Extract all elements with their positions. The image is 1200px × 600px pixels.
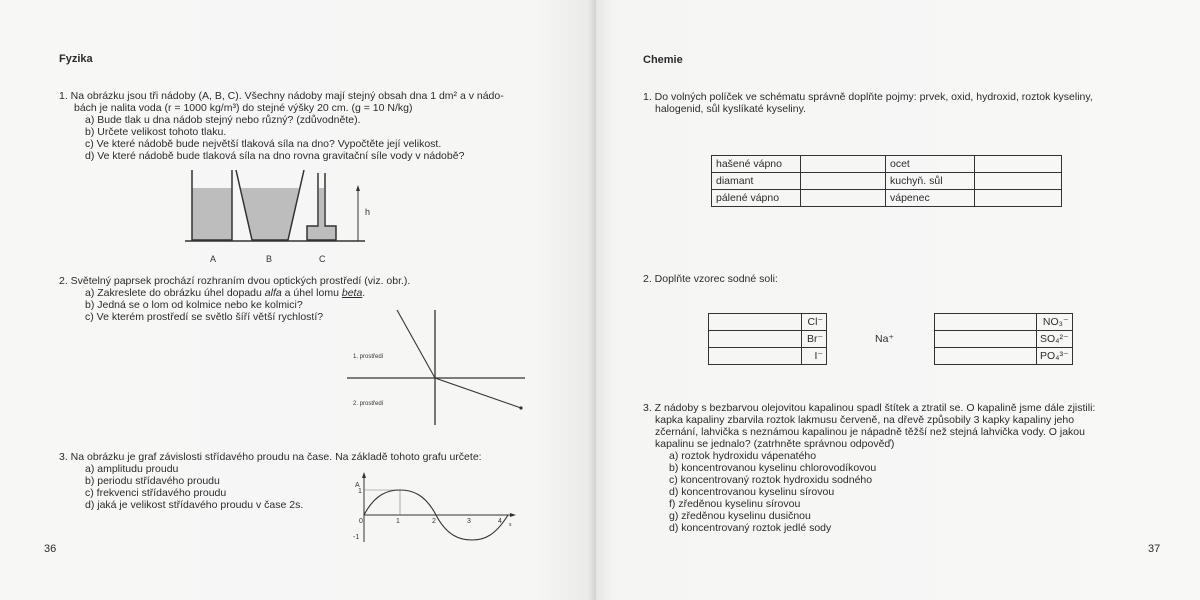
formula-cell-empty[interactable]	[935, 314, 1037, 331]
question-3-item-b: b) periodu střídavého proudu	[85, 475, 220, 487]
graph-x-tick-0: 0	[359, 518, 363, 525]
vessels-figure	[180, 165, 390, 270]
table-cell: diamant	[712, 173, 801, 190]
table-cell: vápenec	[886, 190, 975, 207]
sodium-cation: Na⁺	[875, 333, 894, 345]
answer-option[interactable]: d) koncentrovanou kyselinu sírovou	[669, 486, 835, 498]
ion-cell: Cl⁻	[802, 314, 827, 331]
medium-2-label: 2. prostředí	[353, 401, 384, 407]
graph-x-tick-4: 4	[498, 518, 502, 525]
ion-cell: Br⁻	[802, 331, 827, 348]
anion-table-right	[934, 313, 1073, 365]
left-page	[0, 0, 596, 600]
question-3-item-c: c) frekvenci střídavého proudu	[85, 487, 227, 499]
question-1-line-1: 1. Na obrázku jsou tři nádoby (A, B, C). Všechny nádoby mají stejný obsah dna 1 dm² a v nádo-	[59, 90, 504, 102]
question-2-item-b: b) Jedná se o lom od kolmice nebo ke kolmici?	[85, 299, 303, 311]
current-graph	[350, 470, 520, 545]
table-row	[712, 156, 1062, 173]
question-1-item-b: b) Určete velikost tohoto tlaku.	[85, 126, 227, 138]
substance-table	[711, 155, 1062, 207]
page-number: 37	[1148, 543, 1161, 555]
item-a-text-1: a) Zakreslete do obrázku úhel dopadu	[85, 287, 265, 299]
table-cell-empty[interactable]	[801, 173, 886, 190]
vessel-a-water	[192, 188, 232, 240]
formula-cell-empty[interactable]	[935, 331, 1037, 348]
item-a-alfa: alfa	[264, 287, 282, 299]
page-title: Fyzika	[59, 53, 93, 65]
ion-cell: NO₃⁻	[1037, 314, 1073, 331]
question-3-item-a: a) amplitudu proudu	[85, 463, 179, 475]
medium-1-label: 1. prostředí	[353, 354, 384, 360]
table-row	[712, 173, 1062, 190]
vessel-a-label: A	[210, 254, 217, 264]
question-3-item-d: d) jaká je velikost střídavého proudu v čase 2s.	[85, 499, 304, 511]
page-number: 36	[44, 543, 57, 555]
vessel-c-label: C	[319, 254, 326, 264]
question-1-item-c: c) Ve které nádobě bude největší tlaková síla na dno? Vypočtěte její velikost.	[85, 138, 442, 150]
table-cell-empty[interactable]	[975, 190, 1062, 207]
ray-end-point	[519, 406, 522, 409]
page-title: Chemie	[643, 54, 683, 66]
table-row	[935, 314, 1073, 331]
graph-x-tick-3: 3	[467, 518, 471, 525]
formula-cell-empty[interactable]	[709, 348, 802, 365]
anion-table-left	[708, 313, 827, 365]
question-2-line-1: 2. Doplňte vzorec sodné soli:	[643, 273, 778, 285]
question-1-line-2: halogenid, sůl kyslíkaté kyseliny.	[655, 103, 806, 115]
question-1-item-a: a) Bude tlak u dna nádob stejný nebo různý? (zdůvodněte).	[85, 114, 361, 126]
vessel-c-tube-water	[319, 188, 324, 226]
question-2-item-c: c) Ve kterém prostředí se světlo šíří větší rychlostí?	[85, 311, 324, 323]
table-row	[935, 331, 1073, 348]
graph-y-tick-minus-1: -1	[353, 534, 360, 541]
vessel-c-base-water	[307, 226, 336, 240]
graph-y-arrow	[362, 472, 366, 478]
item-a-text-2: a úhel lomu	[281, 287, 342, 299]
question-3-line-4: kapalinu se jednalo? (zatrhněte správnou odpověď)	[655, 438, 895, 450]
question-2-item-a	[85, 287, 365, 299]
answer-option[interactable]: g) zředěnou kyselinu dusičnou	[669, 510, 811, 522]
vessel-b-label: B	[266, 254, 273, 264]
graph-y-unit: A	[355, 482, 360, 489]
ion-cell: SO₄²⁻	[1037, 331, 1073, 348]
graph-x-tick-1: 1	[396, 518, 400, 525]
table-row	[935, 348, 1073, 365]
item-a-beta: beta	[341, 287, 363, 299]
formula-cell-empty[interactable]	[709, 331, 802, 348]
question-3-line-3: zčernání, lahvička s neznámou kapalinou je nápadně těžší než stejná lahvička vody. O jakou	[655, 426, 1085, 438]
question-1-item-d: d) Ve které nádobě bude tlaková síla na dno rovna gravitační síle vody v nádobě?	[85, 150, 465, 162]
question-3-line-1: 3. Na obrázku je graf závislosti střídavého proudu na čase. Na základě tohoto grafu určete:	[59, 451, 482, 463]
ion-cell: I⁻	[802, 348, 827, 365]
question-2-line-1: 2. Světelný paprsek prochází rozhraním dvou optických prostředí (viz. obr.).	[59, 275, 411, 287]
answer-option[interactable]: b) koncentrovanou kyselinu chlorovodíkovou	[669, 462, 877, 474]
table-cell-empty[interactable]	[975, 173, 1062, 190]
table-row	[712, 190, 1062, 207]
question-3-line-2: kapka kapaliny zbarvila roztok lakmusu červeně, na dřevě způsobily 3 kapky kapaliny jeho	[655, 414, 1075, 426]
table-cell-empty[interactable]	[801, 190, 886, 207]
answer-option[interactable]: a) roztok hydroxidu vápenatého	[669, 450, 817, 462]
table-row	[709, 348, 827, 365]
graph-y-tick-1: 1	[358, 488, 362, 495]
question-3-line-1: 3. Z nádoby s bezbarvou olejovitou kapalinou spadl štítek a ztratil se. O kapalině jsme dále zjistili:	[643, 402, 1096, 414]
height-label: h	[365, 207, 371, 217]
height-arrow-head	[356, 185, 360, 191]
answer-option[interactable]: c) koncentrovaný roztok hydroxidu sodného	[669, 474, 873, 486]
question-1-line-2: bách je nalita voda (r = 1000 kg/m³) do stejné výšky 20 cm. (g = 10 N/kg)	[74, 102, 413, 114]
table-cell: hašené vápno	[712, 156, 801, 173]
answer-option[interactable]: f) zředěnou kyselinu sírovou	[669, 498, 801, 510]
table-cell-empty[interactable]	[801, 156, 886, 173]
refraction-figure	[345, 305, 535, 425]
item-a-text-3: .	[362, 287, 366, 299]
formula-cell-empty[interactable]	[935, 348, 1037, 365]
table-row	[709, 331, 827, 348]
table-cell: pálené vápno	[712, 190, 801, 207]
formula-cell-empty[interactable]	[709, 314, 802, 331]
table-cell: kuchyň. sůl	[886, 173, 975, 190]
ion-cell: PO₄³⁻	[1037, 348, 1073, 365]
incident-ray	[397, 310, 435, 378]
graph-x-arrow	[510, 513, 516, 517]
refracted-ray	[435, 378, 521, 408]
table-cell-empty[interactable]	[975, 156, 1062, 173]
table-row	[709, 314, 827, 331]
graph-x-unit: s	[509, 522, 512, 528]
answer-option[interactable]: d) koncentrovaný roztok jedlé sody	[669, 522, 832, 534]
graph-x-tick-2: 2	[432, 518, 436, 525]
question-1-line-1: 1. Do volných políček ve schématu správně doplňte pojmy: prvek, oxid, hydroxid, roztok kyseliny,	[643, 91, 1093, 103]
right-page	[596, 0, 1200, 600]
table-cell: ocet	[886, 156, 975, 173]
